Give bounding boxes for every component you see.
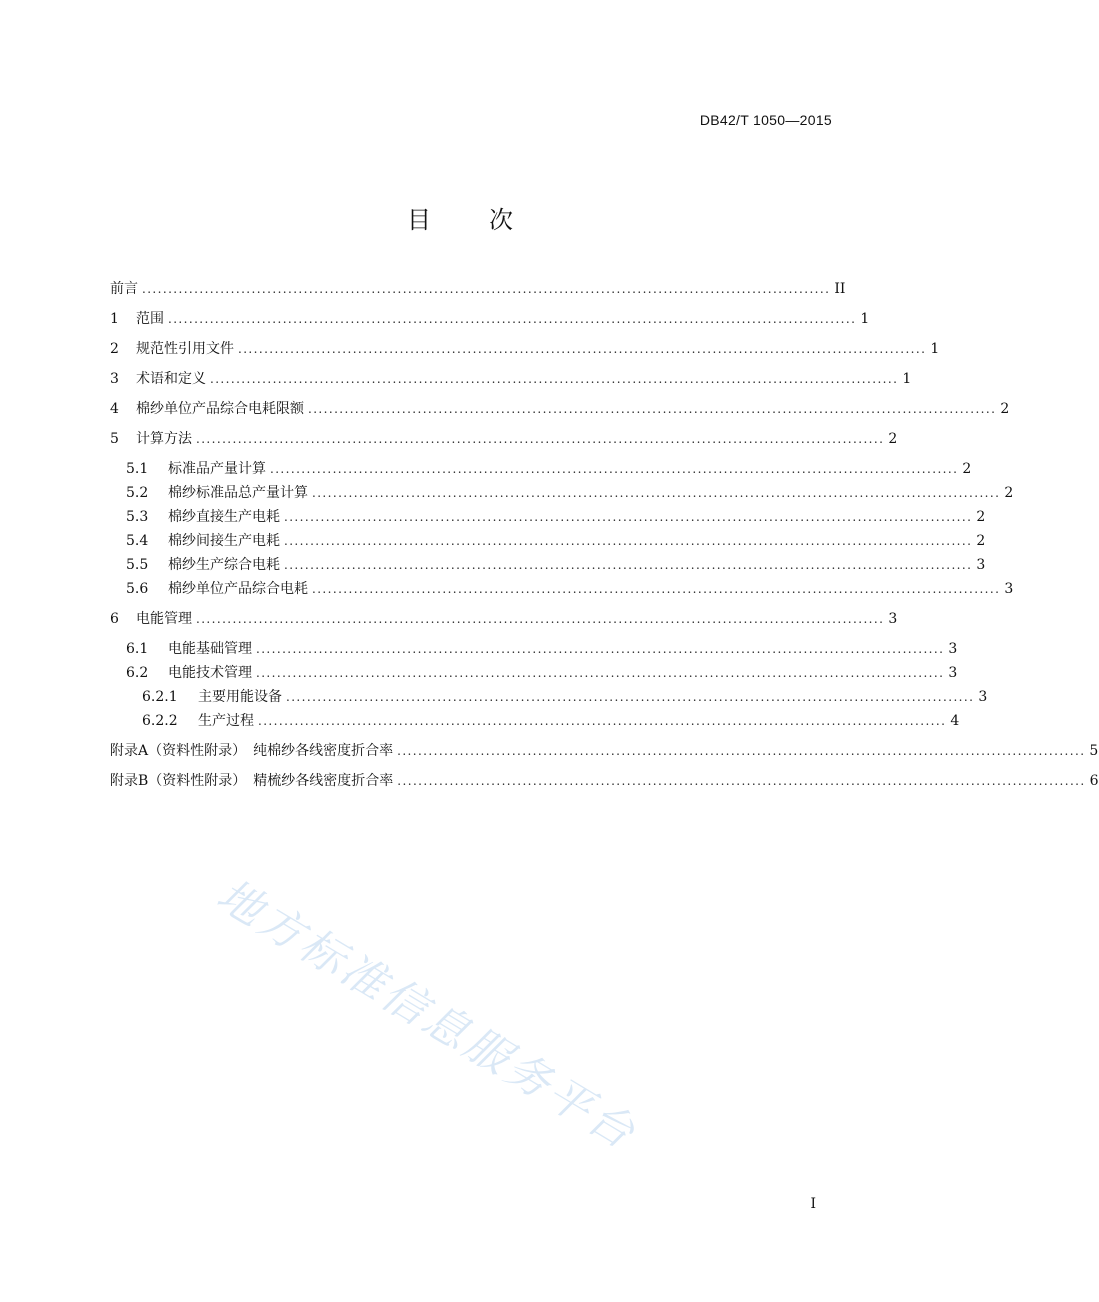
toc-entry-5-2[interactable] [110, 482, 1014, 504]
toc-page-number: 4 [950, 713, 960, 729]
toc-leader: .................................................................................................................................... [397, 774, 1086, 788]
toc-leader: .................................................................................................................................... [238, 342, 927, 356]
toc-entry-label: 计算方法 [136, 431, 192, 447]
toc-entry-number: 6 [110, 611, 119, 627]
toc-entry-appendix-b[interactable] [110, 770, 1099, 792]
toc-leader: .................................................................................................................................... [256, 666, 945, 680]
toc-entry-number: 6.2.1 [142, 689, 178, 705]
toc-entry-number: 5.5 [126, 557, 149, 573]
toc-entry-6-2-1[interactable] [110, 686, 988, 708]
toc-entry-label: 棉纱单位产品综合电耗 [168, 581, 308, 597]
toc-page-number: 3 [948, 665, 958, 681]
toc-entry-6-2[interactable] [110, 662, 958, 684]
toc-entry-label: 附录A（资料性附录） 纯棉纱各线密度折合率 [110, 743, 394, 759]
page-title [0, 200, 920, 235]
toc-entry-5-3[interactable] [110, 506, 986, 528]
toc-leader: .................................................................................................................................... [286, 690, 975, 704]
toc-leader: .................................................................................................................................... [256, 642, 945, 656]
toc-entry-number: 5.4 [126, 533, 149, 549]
toc-leader: .................................................................................................................................... [258, 714, 947, 728]
toc-entry-number: 5.6 [126, 581, 149, 597]
toc-leader: .................................................................................................................................... [284, 534, 973, 548]
toc-leader: .................................................................................................................................... [397, 744, 1086, 758]
toc-entry-number: 2 [110, 341, 119, 357]
toc-entry-label: 电能技术管理 [168, 665, 252, 681]
toc-entry-number: 6.2 [126, 665, 149, 681]
toc-entry-2[interactable] [110, 338, 940, 360]
title-char-2: 次 [489, 206, 513, 234]
toc-entry-5-1[interactable] [110, 458, 972, 480]
toc-leader: .................................................................................................................................... [284, 510, 973, 524]
toc-leader: .................................................................................................................................... [196, 612, 885, 626]
toc-entry-3[interactable] [110, 368, 912, 390]
toc-entry-number: 1 [110, 311, 119, 327]
toc-entry-label: 棉纱直接生产电耗 [168, 509, 280, 525]
toc-entry-number: 5 [110, 431, 119, 447]
toc-entry-4[interactable] [110, 398, 1010, 420]
toc-entry-label: 电能基础管理 [168, 641, 252, 657]
toc-entry-label: 棉纱标准品总产量计算 [168, 485, 308, 501]
toc-entry-label: 棉纱单位产品综合电耗限额 [136, 401, 304, 417]
toc-leader: .................................................................................................................................... [308, 402, 997, 416]
toc-page-number: 2 [888, 431, 898, 447]
toc-entry-label: 主要用能设备 [198, 689, 282, 705]
toc-leader: .................................................................................................................................... [210, 372, 899, 386]
toc-entry-number: 4 [110, 401, 119, 417]
toc-leader: .................................................................................................................................... [312, 582, 1001, 596]
toc-page-number: 2 [976, 509, 986, 525]
toc-page-number: 2 [1000, 401, 1010, 417]
toc-entry-label: 生产过程 [198, 713, 254, 729]
footer-page-number: I [810, 1196, 816, 1212]
toc-entry-number: 3 [110, 371, 119, 387]
toc-leader: .................................................................................................................................... [168, 312, 857, 326]
toc-leader: .................................................................................................................................... [270, 462, 959, 476]
toc-entry-label: 前言 [110, 281, 138, 297]
watermark-text: 地方标准信息服务平台 [208, 869, 646, 1161]
toc-page-number: 1 [902, 371, 912, 387]
toc-page-number: 3 [978, 689, 988, 705]
toc-page-number: 3 [1004, 581, 1014, 597]
toc-page-number: 2 [1004, 485, 1014, 501]
toc-entry-number: 5.3 [126, 509, 149, 525]
toc-entry-5-5[interactable] [110, 554, 986, 576]
toc-entry-number: 5.2 [126, 485, 149, 501]
toc-page-number: 2 [976, 533, 986, 549]
toc-entry-5-4[interactable] [110, 530, 986, 552]
toc-leader: .................................................................................................................................... [142, 282, 831, 296]
toc-leader: .................................................................................................................................... [312, 486, 1001, 500]
toc-entry-label: 标准品产量计算 [168, 461, 266, 477]
toc-page-number: 3 [976, 557, 986, 573]
toc-entry-label: 电能管理 [136, 611, 192, 627]
toc-entry-label: 范围 [136, 311, 164, 327]
toc-entry-label: 术语和定义 [136, 371, 206, 387]
toc-page-number: 1 [860, 311, 870, 327]
toc-leader: .................................................................................................................................... [196, 432, 885, 446]
document-code: DB42/T 1050—2015 [699, 112, 832, 128]
toc-page-number: 2 [962, 461, 972, 477]
title-char-1: 目 [407, 206, 431, 234]
toc-page-number: 5 [1089, 743, 1099, 759]
toc-page-number: II [834, 281, 846, 297]
toc-entry-number: 6.1 [126, 641, 149, 657]
toc-page-number: 6 [1089, 773, 1099, 789]
toc-entry-label: 棉纱间接生产电耗 [168, 533, 280, 549]
toc-entry-5-6[interactable] [110, 578, 1014, 600]
toc-entry-1[interactable] [110, 308, 870, 330]
toc-entry-label: 规范性引用文件 [136, 341, 234, 357]
toc-page-number: 3 [948, 641, 958, 657]
toc-entry-foreword[interactable] [110, 278, 846, 300]
toc-page-number: 1 [930, 341, 940, 357]
toc-entry-label: 附录B（资料性附录） 精梳纱各线密度折合率 [110, 773, 394, 789]
toc-leader: .................................................................................................................................... [284, 558, 973, 572]
toc-entry-6[interactable] [110, 608, 898, 630]
toc-entry-appendix-a[interactable] [110, 740, 1099, 762]
toc-page-number: 3 [888, 611, 898, 627]
toc-entry-6-1[interactable] [110, 638, 958, 660]
toc-entry-number: 5.1 [126, 461, 149, 477]
toc-entry-5[interactable] [110, 428, 898, 450]
toc-entry-6-2-2[interactable] [110, 710, 960, 732]
toc-entry-number: 6.2.2 [142, 713, 178, 729]
toc-entry-label: 棉纱生产综合电耗 [168, 557, 280, 573]
